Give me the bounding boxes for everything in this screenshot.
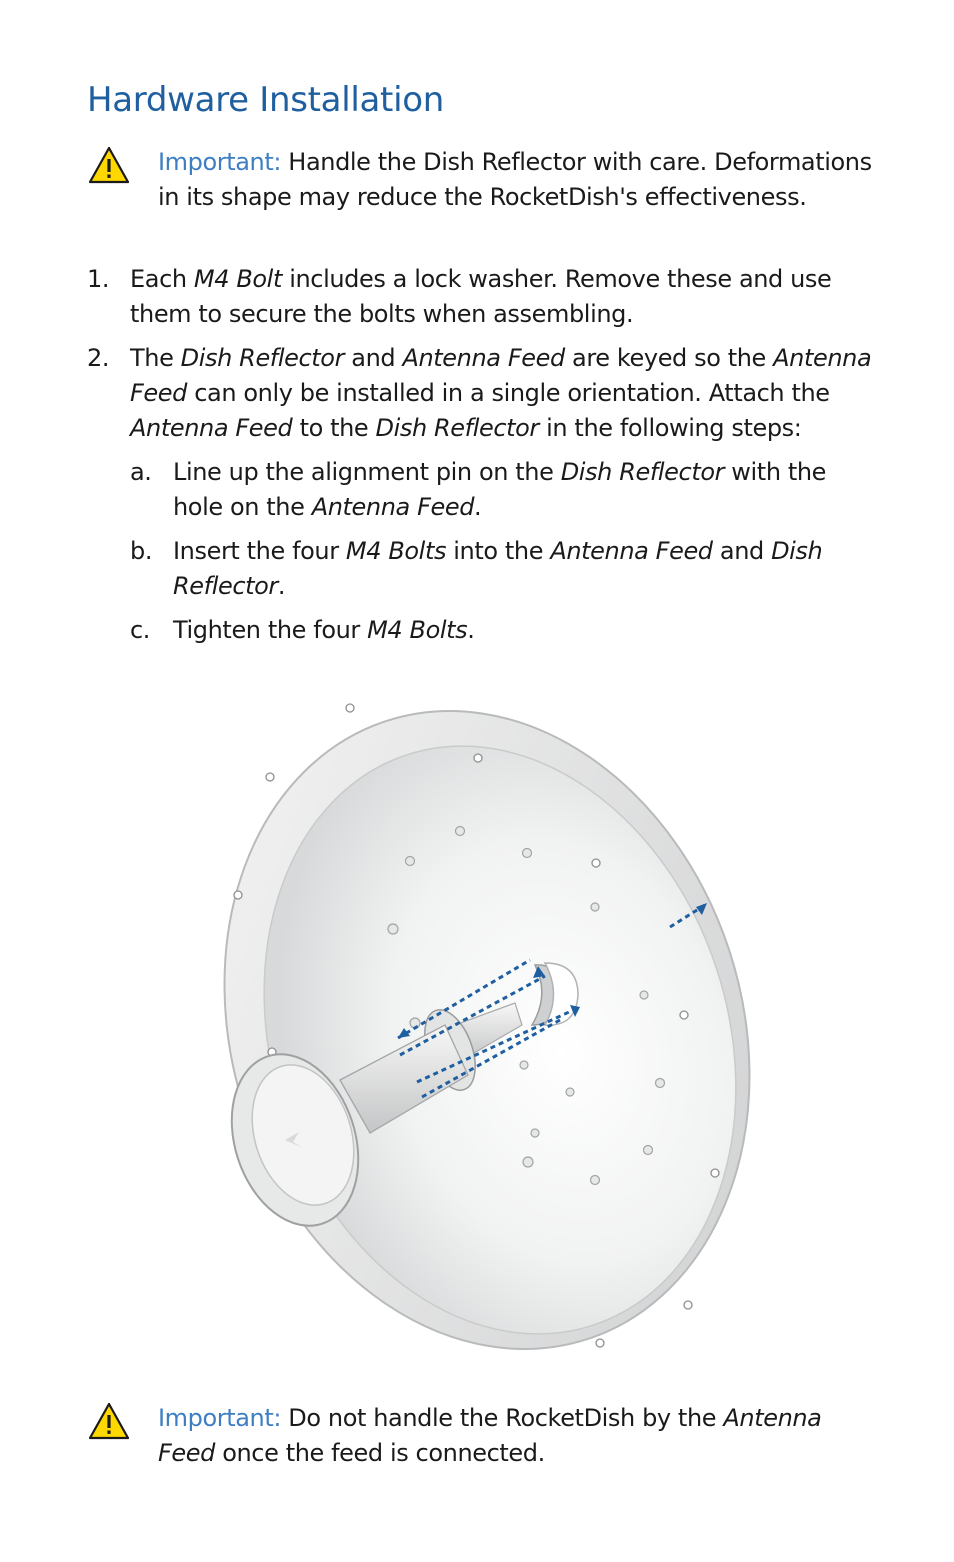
note-lead: Important: [158,148,282,176]
warning-triangle-icon [87,145,131,185]
note-text: Important: Do not handle the RocketDish by the Antenna Feed once the feed is connected. [158,1404,822,1467]
installation-steps [87,262,877,657]
substep-a: a. Line up the alignment pin on the Dish Reflector with the hole on the Antenna Feed. [130,458,827,521]
substeps [130,455,877,648]
important-note-feed-handling [87,1401,877,1471]
step-number: 2. [87,344,110,372]
important-note-handle-care [87,145,877,215]
note-text: Important: Handle the Dish Reflector with care. Deformations in its shape may reduce the RocketDish's effectiveness. [158,148,872,211]
substep-c: c. Tighten the four M4 Bolts. [130,616,475,644]
rocketdish-assembly-illustration [200,695,770,1375]
substep-b: b. Insert the four M4 Bolts into the Antenna Feed and Dish Reflector. [130,537,823,600]
step-2: 2. The Dish Reflector and Antenna Feed are keyed so the Antenna Feed can only be installed in a single orientation. Attach the Antenna Feed to the Dish Reflector in the following steps: a. Line up the alignment pin on the Dish Reflector with the hole on the Antenna Feed. b. Insert the four M4 Bolts into the Antenna Feed and Dish Reflector. c. Tighten the four M4 Bolts. [87,341,877,648]
step-number: 1. [87,265,110,293]
note-lead: Important: [158,1404,282,1432]
warning-triangle-icon [87,1401,131,1441]
step-1: 1. Each M4 Bolt includes a lock washer. Remove these and use them to secure the bolts when assembling. [87,262,877,332]
page-title: Hardware Installation [87,80,444,120]
